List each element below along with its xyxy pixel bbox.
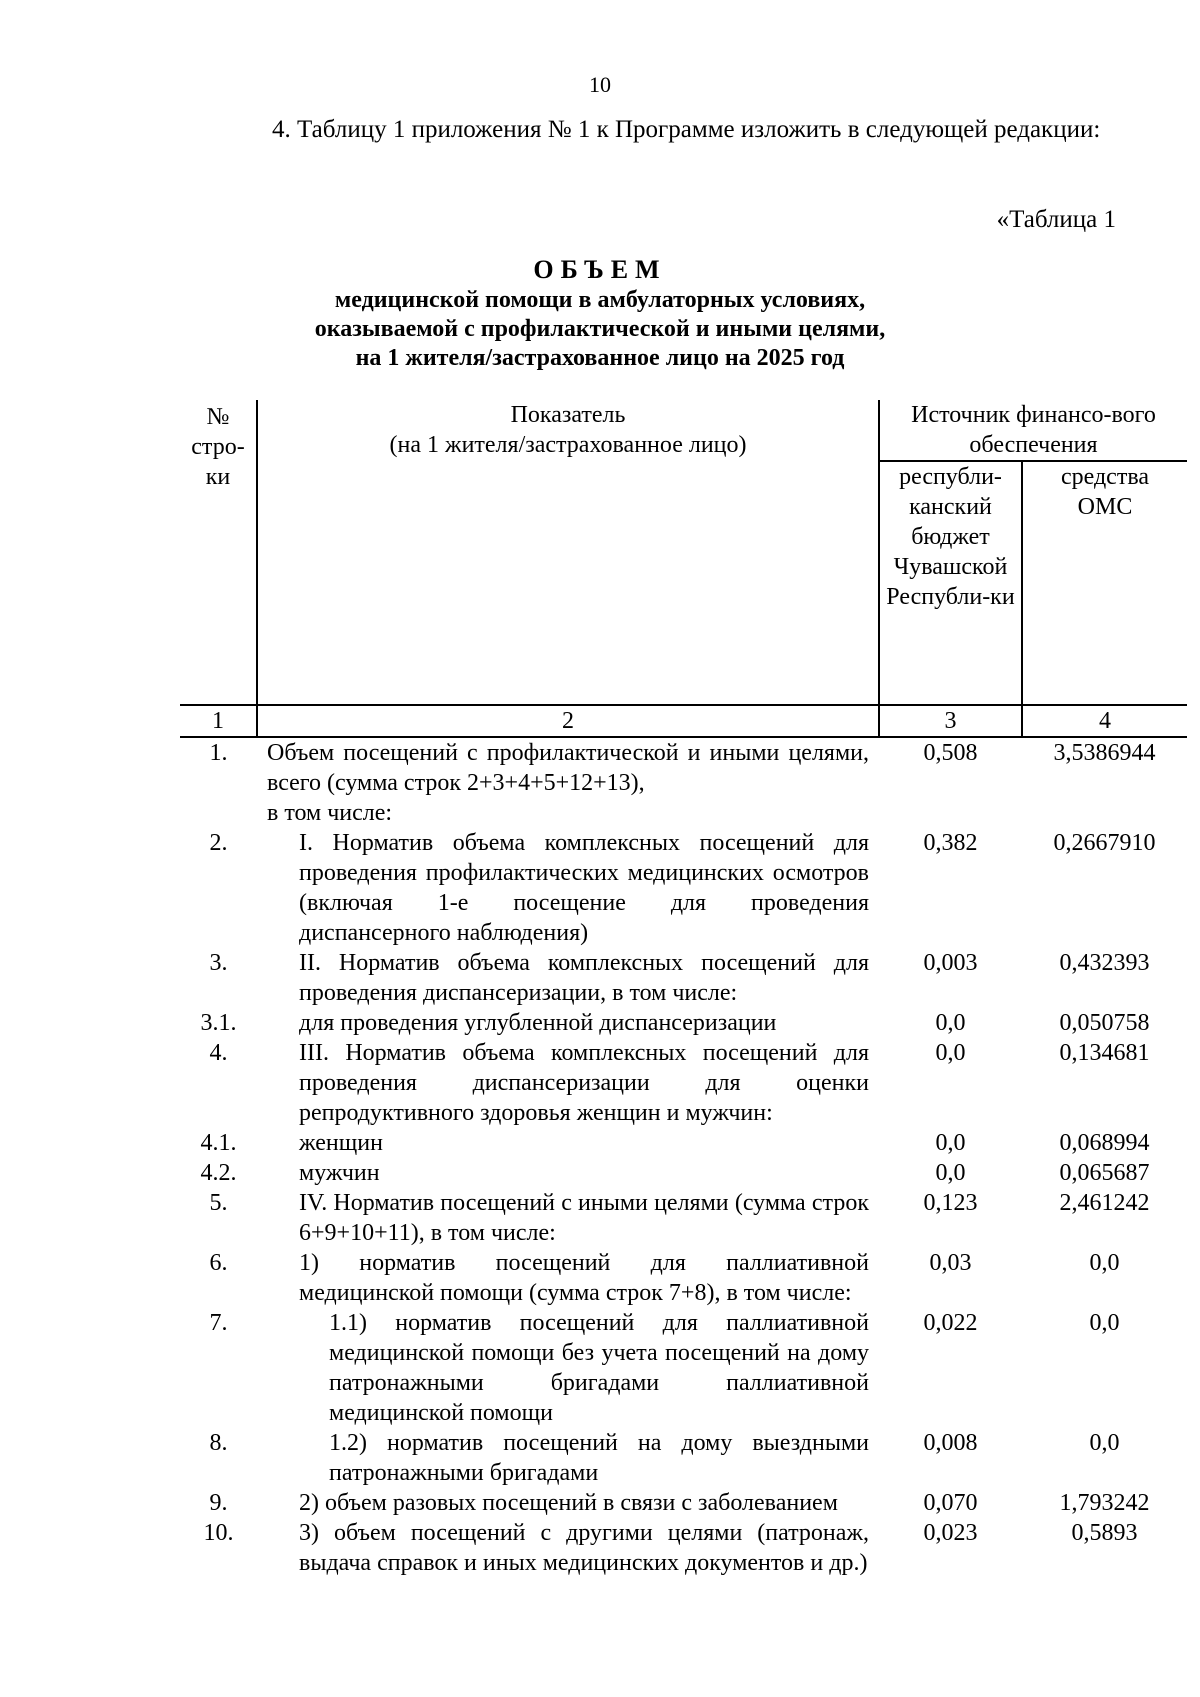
table-row bbox=[180, 1308, 1187, 1428]
table-row bbox=[180, 948, 1187, 1008]
row-budget-value: 0,0 bbox=[935, 1130, 966, 1156]
row-number: 3. bbox=[209, 950, 228, 976]
page-number: 10 bbox=[589, 72, 611, 97]
row-indicator bbox=[257, 1038, 879, 1128]
header-funding-source: Источник финансо-вого обеспечения bbox=[879, 400, 1187, 461]
header-indicator-subtitle: (на 1 жителя/застрахованное лицо) bbox=[389, 432, 747, 458]
row-indicator-text: для проведения углубленной диспансеризации bbox=[299, 1010, 777, 1036]
row-budget-value: 0,008 bbox=[923, 1430, 978, 1456]
column-number-4: 4 bbox=[1022, 705, 1187, 737]
row-number: 4.2. bbox=[200, 1160, 237, 1186]
row-indicator-text: 2) объем разовых посещений в связи с заболеванием bbox=[299, 1490, 838, 1516]
row-oms-value: 0,134681 bbox=[1059, 1040, 1150, 1066]
row-oms-value: 0,0 bbox=[1089, 1430, 1120, 1456]
table-row bbox=[180, 1488, 1187, 1518]
row-number: 10. bbox=[203, 1520, 234, 1546]
row-indicator bbox=[257, 1488, 879, 1518]
row-number: 2. bbox=[209, 830, 228, 856]
row-budget-value: 0,03 bbox=[929, 1250, 972, 1276]
title-line-4: на 1 жителя/застрахованное лицо на 2025 год bbox=[355, 345, 845, 371]
row-number: 6. bbox=[209, 1250, 228, 1276]
row-oms-value: 3,5386944 bbox=[1053, 740, 1156, 766]
title-heading: ОБЪЕМ bbox=[533, 255, 667, 284]
row-indicator bbox=[257, 1428, 879, 1488]
row-indicator-subtext: в том числе: bbox=[267, 800, 393, 826]
header-indicator bbox=[257, 400, 879, 705]
row-budget-value: 0,0 bbox=[935, 1160, 966, 1186]
row-indicator bbox=[257, 1188, 879, 1248]
header-republic-budget: республи-канский бюджет Чувашской Республи-ки bbox=[879, 461, 1022, 705]
header-row-number: № стро-ки bbox=[191, 404, 245, 490]
header-oms-funds: средства ОМС bbox=[1022, 461, 1187, 705]
row-budget-value: 0,070 bbox=[923, 1490, 978, 1516]
row-indicator bbox=[257, 1308, 879, 1428]
row-oms-value: 1,793242 bbox=[1059, 1490, 1150, 1516]
row-oms-value: 0,2667910 bbox=[1053, 830, 1156, 856]
intro-paragraph: 4. Таблицу 1 приложения № 1 к Программе изложить в следующей редакции: bbox=[272, 116, 1101, 143]
table-row bbox=[180, 737, 1187, 828]
row-budget-value: 0,022 bbox=[923, 1310, 978, 1336]
row-budget-value: 0,023 bbox=[923, 1520, 978, 1546]
title-line-2: медицинской помощи в амбулаторных условиях, bbox=[334, 287, 866, 313]
row-budget-value: 0,123 bbox=[923, 1190, 978, 1216]
row-indicator bbox=[257, 1248, 879, 1308]
row-indicator-text: 1) норматив посещений для паллиативной медицинской помощи (сумма строк 7+8), в том числе: bbox=[299, 1250, 869, 1306]
row-indicator-text: I. Норматив объема комплексных посещений для проведения профилактических медицинских осмотров (включая 1-е посещение для проведения диспансерного наблюдения) bbox=[299, 830, 869, 946]
column-number-1: 1 bbox=[180, 705, 257, 737]
row-indicator-text: 3) объем посещений с другими целями (патронаж, выдача справок и иных медицинских документов и др.) bbox=[299, 1520, 869, 1576]
row-oms-value: 0,0 bbox=[1089, 1250, 1120, 1276]
row-indicator-text: IV. Норматив посещений с иными целями (сумма строк 6+9+10+11), в том числе: bbox=[299, 1190, 869, 1246]
row-number: 1. bbox=[209, 740, 228, 766]
row-indicator bbox=[257, 948, 879, 1008]
row-oms-value: 0,050758 bbox=[1059, 1010, 1150, 1036]
table-row bbox=[180, 1038, 1187, 1128]
header-indicator-title: Показатель bbox=[510, 402, 626, 428]
row-budget-value: 0,508 bbox=[923, 740, 978, 766]
row-oms-value: 2,461242 bbox=[1059, 1190, 1150, 1216]
table-row bbox=[180, 1518, 1187, 1578]
row-number: 4.1. bbox=[200, 1130, 237, 1156]
table-row bbox=[180, 1248, 1187, 1308]
row-indicator-text: мужчин bbox=[299, 1160, 380, 1186]
document-title bbox=[0, 254, 1200, 373]
table-row bbox=[180, 828, 1187, 948]
row-oms-value: 0,0 bbox=[1089, 1310, 1120, 1336]
row-indicator bbox=[257, 1518, 879, 1578]
row-indicator bbox=[257, 1008, 879, 1038]
row-budget-value: 0,382 bbox=[923, 830, 978, 856]
table-row bbox=[180, 1158, 1187, 1188]
row-indicator bbox=[257, 737, 879, 828]
row-budget-value: 0,0 bbox=[935, 1010, 966, 1036]
table-row bbox=[180, 1428, 1187, 1488]
row-number: 3.1. bbox=[200, 1010, 237, 1036]
table-body bbox=[180, 737, 1187, 1578]
row-oms-value: 0,065687 bbox=[1059, 1160, 1150, 1186]
title-line-3: оказываемой с профилактической и иными целями, bbox=[314, 316, 886, 342]
row-indicator-text: III. Норматив объема комплексных посещений для проведения диспансеризации для оценки репродуктивного здоровья женщин и мужчин: bbox=[299, 1040, 869, 1126]
row-number: 7. bbox=[209, 1310, 228, 1336]
column-number-3: 3 bbox=[879, 705, 1022, 737]
row-indicator-text: II. Норматив объема комплексных посещений для проведения диспансеризации, в том числе: bbox=[299, 950, 869, 1006]
table-row bbox=[180, 1128, 1187, 1158]
row-indicator bbox=[257, 1128, 879, 1158]
volume-table bbox=[180, 400, 1187, 1578]
row-number: 4. bbox=[209, 1040, 228, 1066]
row-number: 5. bbox=[209, 1190, 228, 1216]
row-number: 8. bbox=[209, 1430, 228, 1456]
row-budget-value: 0,0 bbox=[935, 1040, 966, 1066]
column-number-2: 2 bbox=[257, 705, 879, 737]
table-row bbox=[180, 1188, 1187, 1248]
row-indicator-text: Объем посещений с профилактической и иными целями, всего (сумма строк 2+3+4+5+12+13), bbox=[267, 740, 869, 796]
row-indicator-text: женщин bbox=[299, 1130, 383, 1156]
row-indicator bbox=[257, 828, 879, 948]
table-reference: «Таблица 1 bbox=[996, 206, 1116, 233]
row-number: 9. bbox=[209, 1490, 228, 1516]
row-indicator bbox=[257, 1158, 879, 1188]
row-indicator-text: 1.1) норматив посещений для паллиативной медицинской помощи без учета посещений на дому патронажными бригадами паллиативной медицинской помощи bbox=[329, 1310, 869, 1426]
row-oms-value: 0,5893 bbox=[1071, 1520, 1138, 1546]
table-row bbox=[180, 1008, 1187, 1038]
row-oms-value: 0,068994 bbox=[1059, 1130, 1150, 1156]
row-indicator-text: 1.2) норматив посещений на дому выездными патронажными бригадами bbox=[329, 1430, 869, 1486]
row-budget-value: 0,003 bbox=[923, 950, 978, 976]
row-oms-value: 0,432393 bbox=[1059, 950, 1150, 976]
